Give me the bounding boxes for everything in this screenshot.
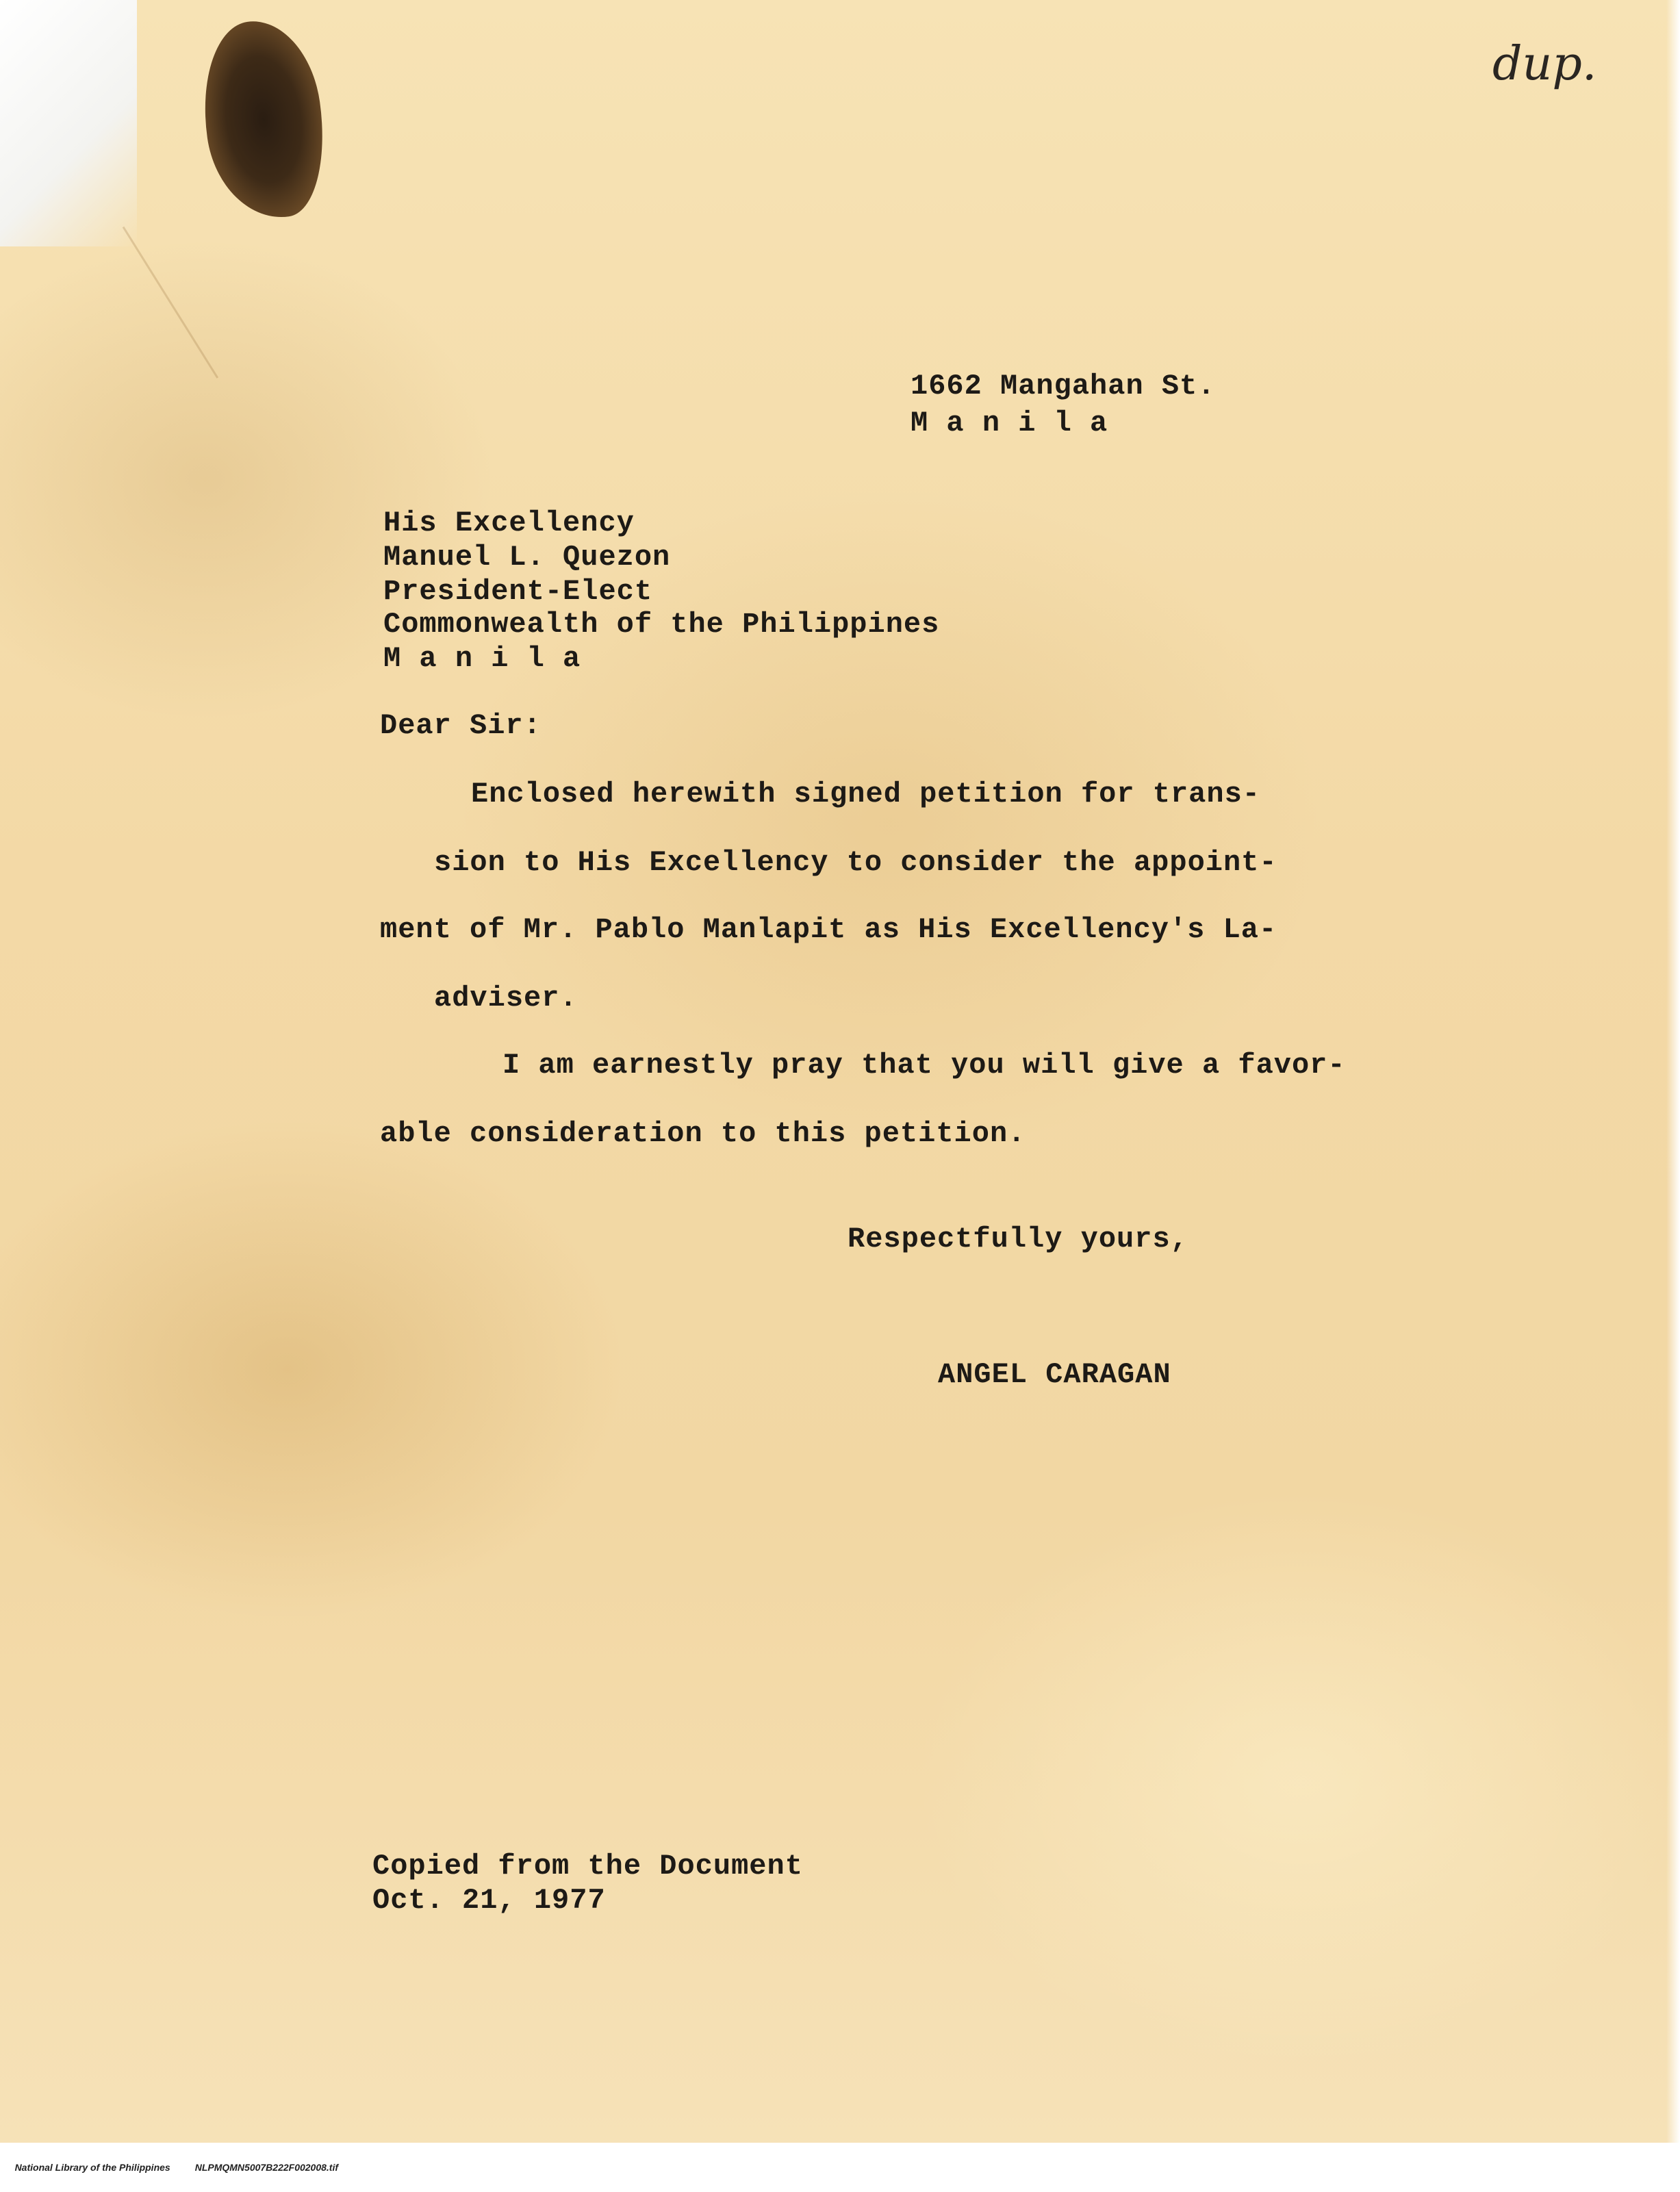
recipient-name: Manuel L. Quezon (383, 541, 671, 574)
body-line: able consideration to this petition. (380, 1117, 1026, 1150)
recipient-title: His Excellency (383, 507, 635, 539)
copy-date: Oct. 21, 1977 (372, 1884, 606, 1917)
body-line: I am earnestly pray that you will give a favor- (502, 1049, 1346, 1082)
burn-stain (192, 14, 335, 227)
return-address-city: M a n i l a (911, 407, 1108, 439)
body-line: ment of Mr. Pablo Manlapit as His Excellency's La- (380, 913, 1277, 946)
signature-name: ANGEL CARAGAN (938, 1358, 1171, 1391)
paper-crease (123, 227, 218, 379)
recipient-city: M a n i l a (383, 642, 581, 675)
body-line: sion to His Excellency to consider the appoint- (434, 846, 1277, 879)
handwritten-note: dup. (1492, 37, 1597, 91)
return-address-street: 1662 Mangahan St. (911, 370, 1216, 403)
torn-corner (0, 0, 137, 246)
copy-note: Copied from the Document (372, 1850, 803, 1883)
body-line: adviser. (434, 982, 578, 1015)
closing: Respectfully yours, (848, 1223, 1188, 1256)
file-id: NLPMQMN5007B222F002008.tif (194, 2162, 339, 2173)
salutation: Dear Sir: (380, 709, 542, 742)
archive-footer (0, 2143, 1680, 2173)
page-edge (1666, 0, 1680, 2159)
library-name: National Library of the Philippines (14, 2162, 170, 2173)
recipient-organization: Commonwealth of the Philippines (383, 608, 940, 641)
body-line: Enclosed herewith signed petition for trans- (471, 778, 1260, 811)
recipient-position: President-Elect (383, 575, 653, 608)
